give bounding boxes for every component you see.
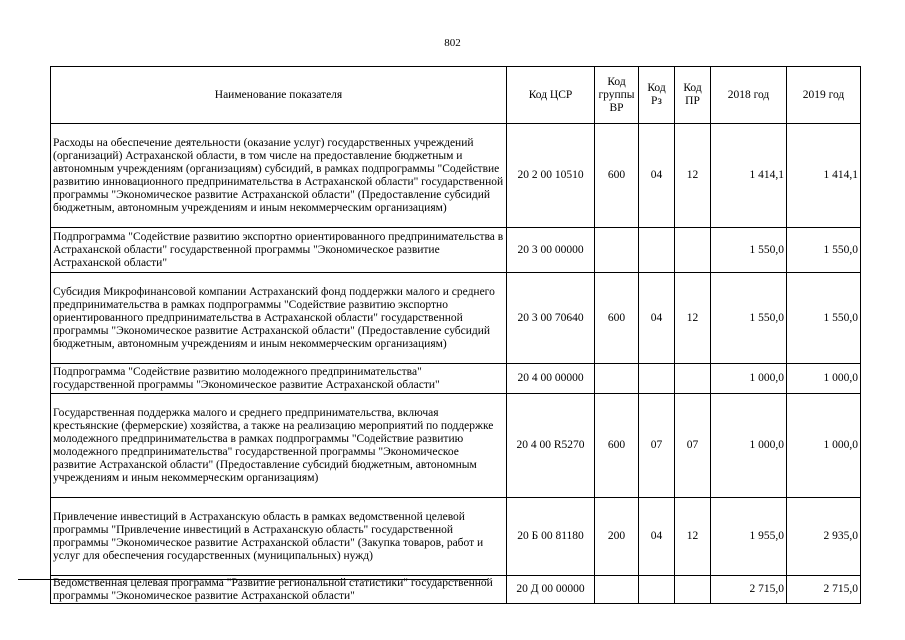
row-vr (595, 576, 639, 604)
row-2018: 1 550,0 (711, 273, 787, 364)
row-csr: 20 Д 00 00000 (507, 576, 595, 604)
row-vr: 600 (595, 394, 639, 498)
row-2018: 1 550,0 (711, 228, 787, 273)
row-name: Ведомственная целевая программа "Развитие региональной статистики" государственной программы "Экономическое развитие Астраханской области" (51, 576, 507, 604)
row-2018: 1 955,0 (711, 498, 787, 576)
row-name: Государственная поддержка малого и среднего предпринимательства, включая крестьянские (фермерские) хозяйства, а также на реализацию мероприятий по поддержке молодежного предпринимательства в рамках подпрограммы "Содействие развитию молодежного предпринимательства" государственной программы "Экономическое развитие Астраханской области" (Предоставление субсидий бюджетным, автономным учреждениям и иным некоммерческим организациям) (51, 394, 507, 498)
row-2018: 1 000,0 (711, 394, 787, 498)
row-2018: 2 715,0 (711, 576, 787, 604)
row-rz (639, 576, 675, 604)
row-name: Расходы на обеспечение деятельности (оказание услуг) государственных учреждений (организаций) Астраханской области, в том числе на предоставление бюджетным и автономным учреждениям (организациям) субсидий, в рамках подпрограммы "Содействие развитию инновационного предпринимательства в Астраханской области" государственной программы "Экономическое развитие Астраханской области" (Предоставление субсидий бюджетным, автономным учреждениям и иным некоммерческим организациям) (51, 124, 507, 228)
row-pr: 12 (675, 124, 711, 228)
header-vr: Код группы ВР (595, 67, 639, 124)
row-name: Субсидия Микрофинансовой компании Астраханский фонд поддержки малого и среднего предпринимательства в рамках подпрограммы "Содействие развитию экспортно ориентированного предпринимательства в Астраханской области" государственной программы "Экономическое развитие Астраханской области" (Предоставление субсидий бюджетным, автономным учреждениям и иным некоммерческим организациям) (51, 273, 507, 364)
row-2019: 1 550,0 (787, 228, 861, 273)
table-row (51, 273, 861, 364)
table-row (51, 364, 861, 394)
table-row (51, 228, 861, 273)
header-2019: 2019 год (787, 67, 861, 124)
budget-table (50, 66, 861, 604)
row-pr (675, 364, 711, 394)
header-name: Наименование показателя (51, 67, 507, 124)
row-rz: 04 (639, 498, 675, 576)
row-name: Подпрограмма "Содействие развитию экспортно ориентированного предпринимательства в Астраханской области" государственной программы "Экономическое развитие Астраханской области" (51, 228, 507, 273)
row-rz: 04 (639, 124, 675, 228)
table-row (51, 498, 861, 576)
row-csr: 20 4 00 00000 (507, 364, 595, 394)
row-2018: 1 414,1 (711, 124, 787, 228)
row-vr (595, 228, 639, 273)
row-2018: 1 000,0 (711, 364, 787, 394)
table-row (51, 394, 861, 498)
header-rz: Код Рз (639, 67, 675, 124)
row-2019: 1 000,0 (787, 394, 861, 498)
row-vr: 600 (595, 273, 639, 364)
header-2018: 2018 год (711, 67, 787, 124)
header-csr: Код ЦСР (507, 67, 595, 124)
table-row (51, 124, 861, 228)
row-name: Подпрограмма "Содействие развитию молодежного предпринимательства" государственной программы "Экономическое развитие Астраханской области" (51, 364, 507, 394)
row-rz (639, 228, 675, 273)
row-rz (639, 364, 675, 394)
row-vr: 200 (595, 498, 639, 576)
row-name: Привлечение инвестиций в Астраханскую область в рамках ведомственной целевой программы "Привлечение инвестиций в Астраханскую область" государственной программы "Экономическое развитие Астраханской области" (Закупка товаров, работ и услуг для обеспечения государственных (муниципальных) нужд) (51, 498, 507, 576)
row-2019: 1 550,0 (787, 273, 861, 364)
header-row (51, 67, 861, 124)
row-vr: 600 (595, 124, 639, 228)
row-csr: 20 3 00 70640 (507, 273, 595, 364)
row-pr: 12 (675, 498, 711, 576)
row-rz: 04 (639, 273, 675, 364)
row-csr: 20 4 00 R5270 (507, 394, 595, 498)
header-pr: Код ПР (675, 67, 711, 124)
strikethrough-line (18, 579, 488, 580)
row-csr: 20 2 00 10510 (507, 124, 595, 228)
row-2019: 1 414,1 (787, 124, 861, 228)
row-rz: 07 (639, 394, 675, 498)
row-pr (675, 228, 711, 273)
row-pr: 07 (675, 394, 711, 498)
row-pr: 12 (675, 273, 711, 364)
row-pr (675, 576, 711, 604)
page-number: 802 (444, 37, 461, 49)
row-csr: 20 3 00 00000 (507, 228, 595, 273)
row-2019: 2 935,0 (787, 498, 861, 576)
row-csr: 20 Б 00 81180 (507, 498, 595, 576)
row-2019: 1 000,0 (787, 364, 861, 394)
row-vr (595, 364, 639, 394)
row-2019: 2 715,0 (787, 576, 861, 604)
